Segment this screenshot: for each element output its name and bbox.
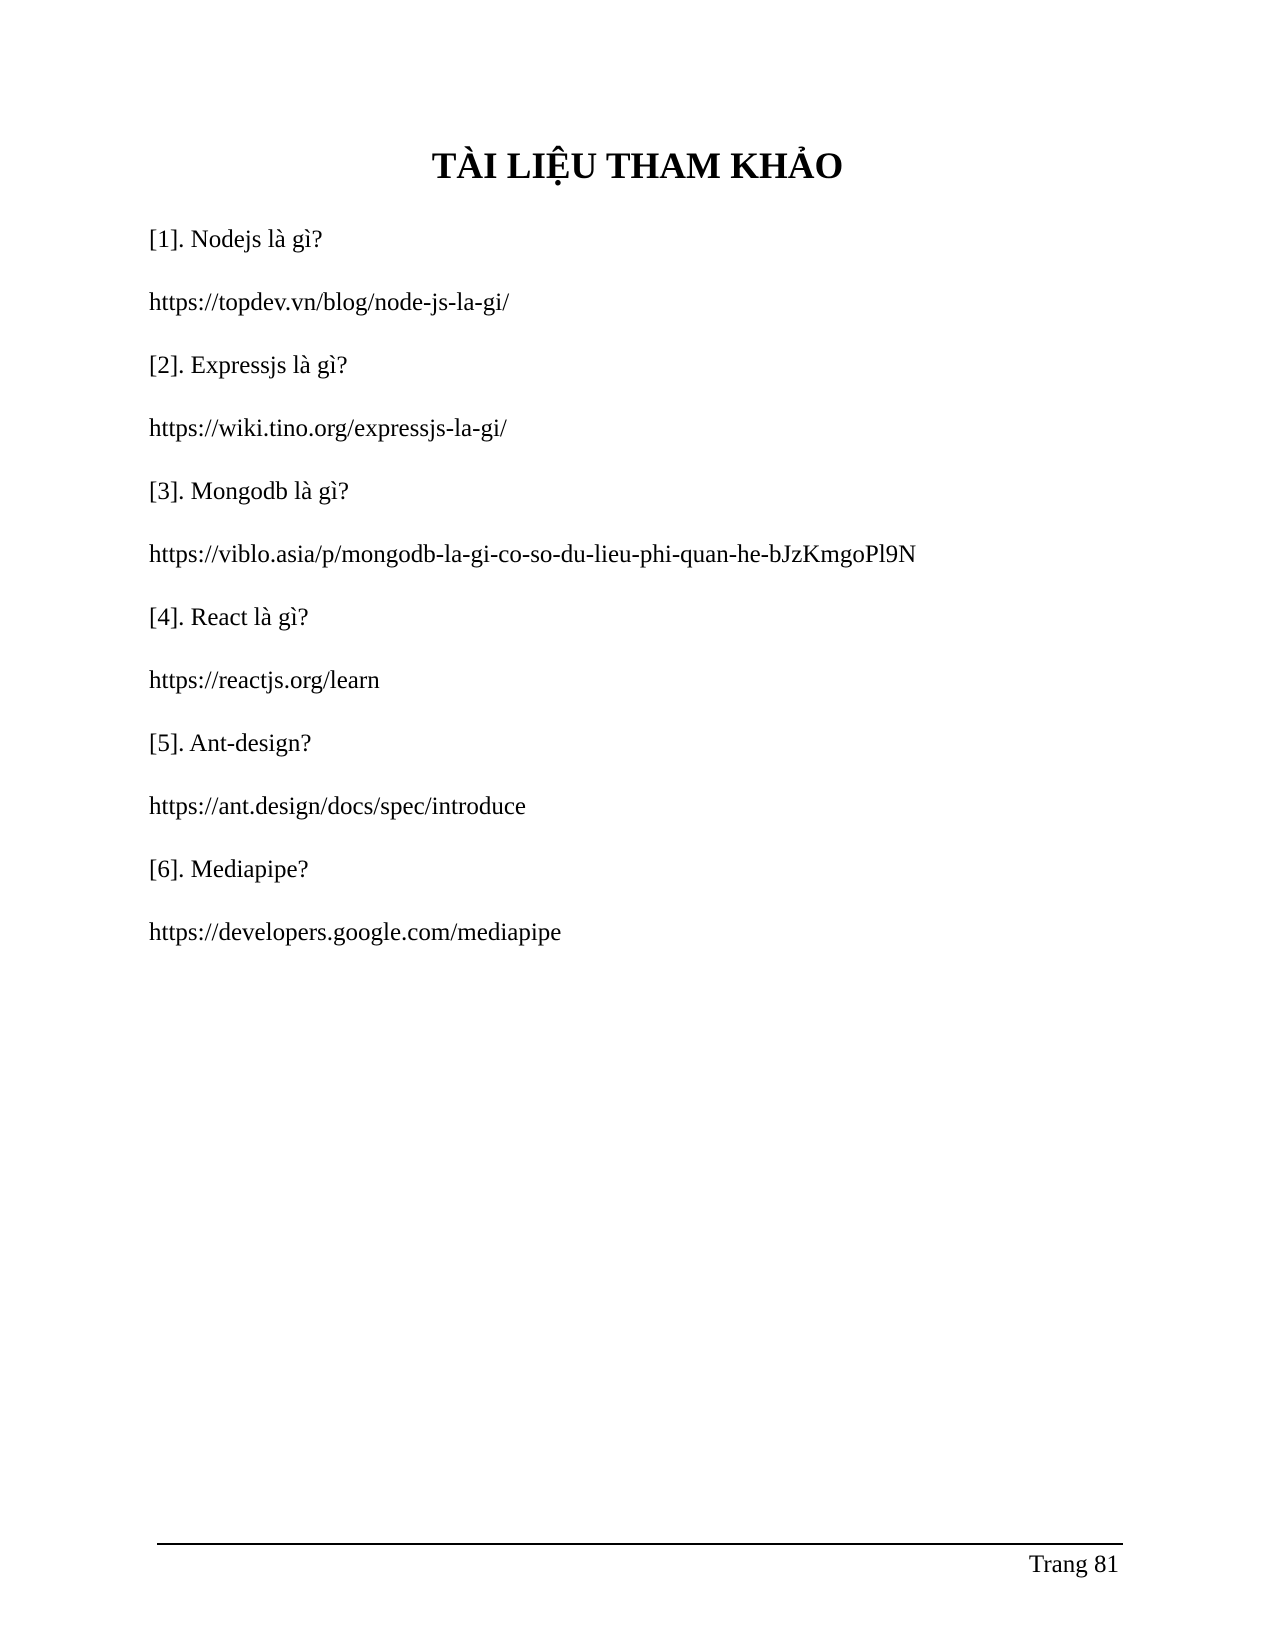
page-number: Trang 81 <box>1028 1551 1119 1578</box>
reference-url: https://wiki.tino.org/expressjs-la-gi/ <box>149 415 507 442</box>
reference-url: https://ant.design/docs/spec/introduce <box>149 793 527 820</box>
reference-url: https://reactjs.org/learn <box>149 667 380 694</box>
reference-label: [4]. React là gì? <box>149 604 309 631</box>
page-title: TÀI LIỆU THAM KHẢO <box>431 146 844 187</box>
reference-item <box>149 476 1149 571</box>
reference-url: https://viblo.asia/p/mongodb-la-gi-co-so-du-lieu-phi-quan-he-bJzKmgoPl9N <box>149 541 917 568</box>
reference-label: [1]. Nodejs là gì? <box>149 226 323 253</box>
reference-url: https://topdev.vn/blog/node-js-la-gi/ <box>149 289 510 316</box>
reference-label: [6]. Mediapipe? <box>149 856 309 883</box>
reference-list <box>149 224 1149 980</box>
reference-label: [2]. Expressjs là gì? <box>149 352 348 379</box>
reference-item <box>149 224 1149 319</box>
reference-item <box>149 728 1149 823</box>
footer-divider <box>157 1543 1123 1545</box>
reference-label: [3]. Mongodb là gì? <box>149 478 349 505</box>
reference-url: https://developers.google.com/mediapipe <box>149 919 562 946</box>
reference-item <box>149 854 1149 949</box>
reference-item <box>149 602 1149 697</box>
reference-label: [5]. Ant-design? <box>149 730 312 757</box>
reference-item <box>149 350 1149 445</box>
